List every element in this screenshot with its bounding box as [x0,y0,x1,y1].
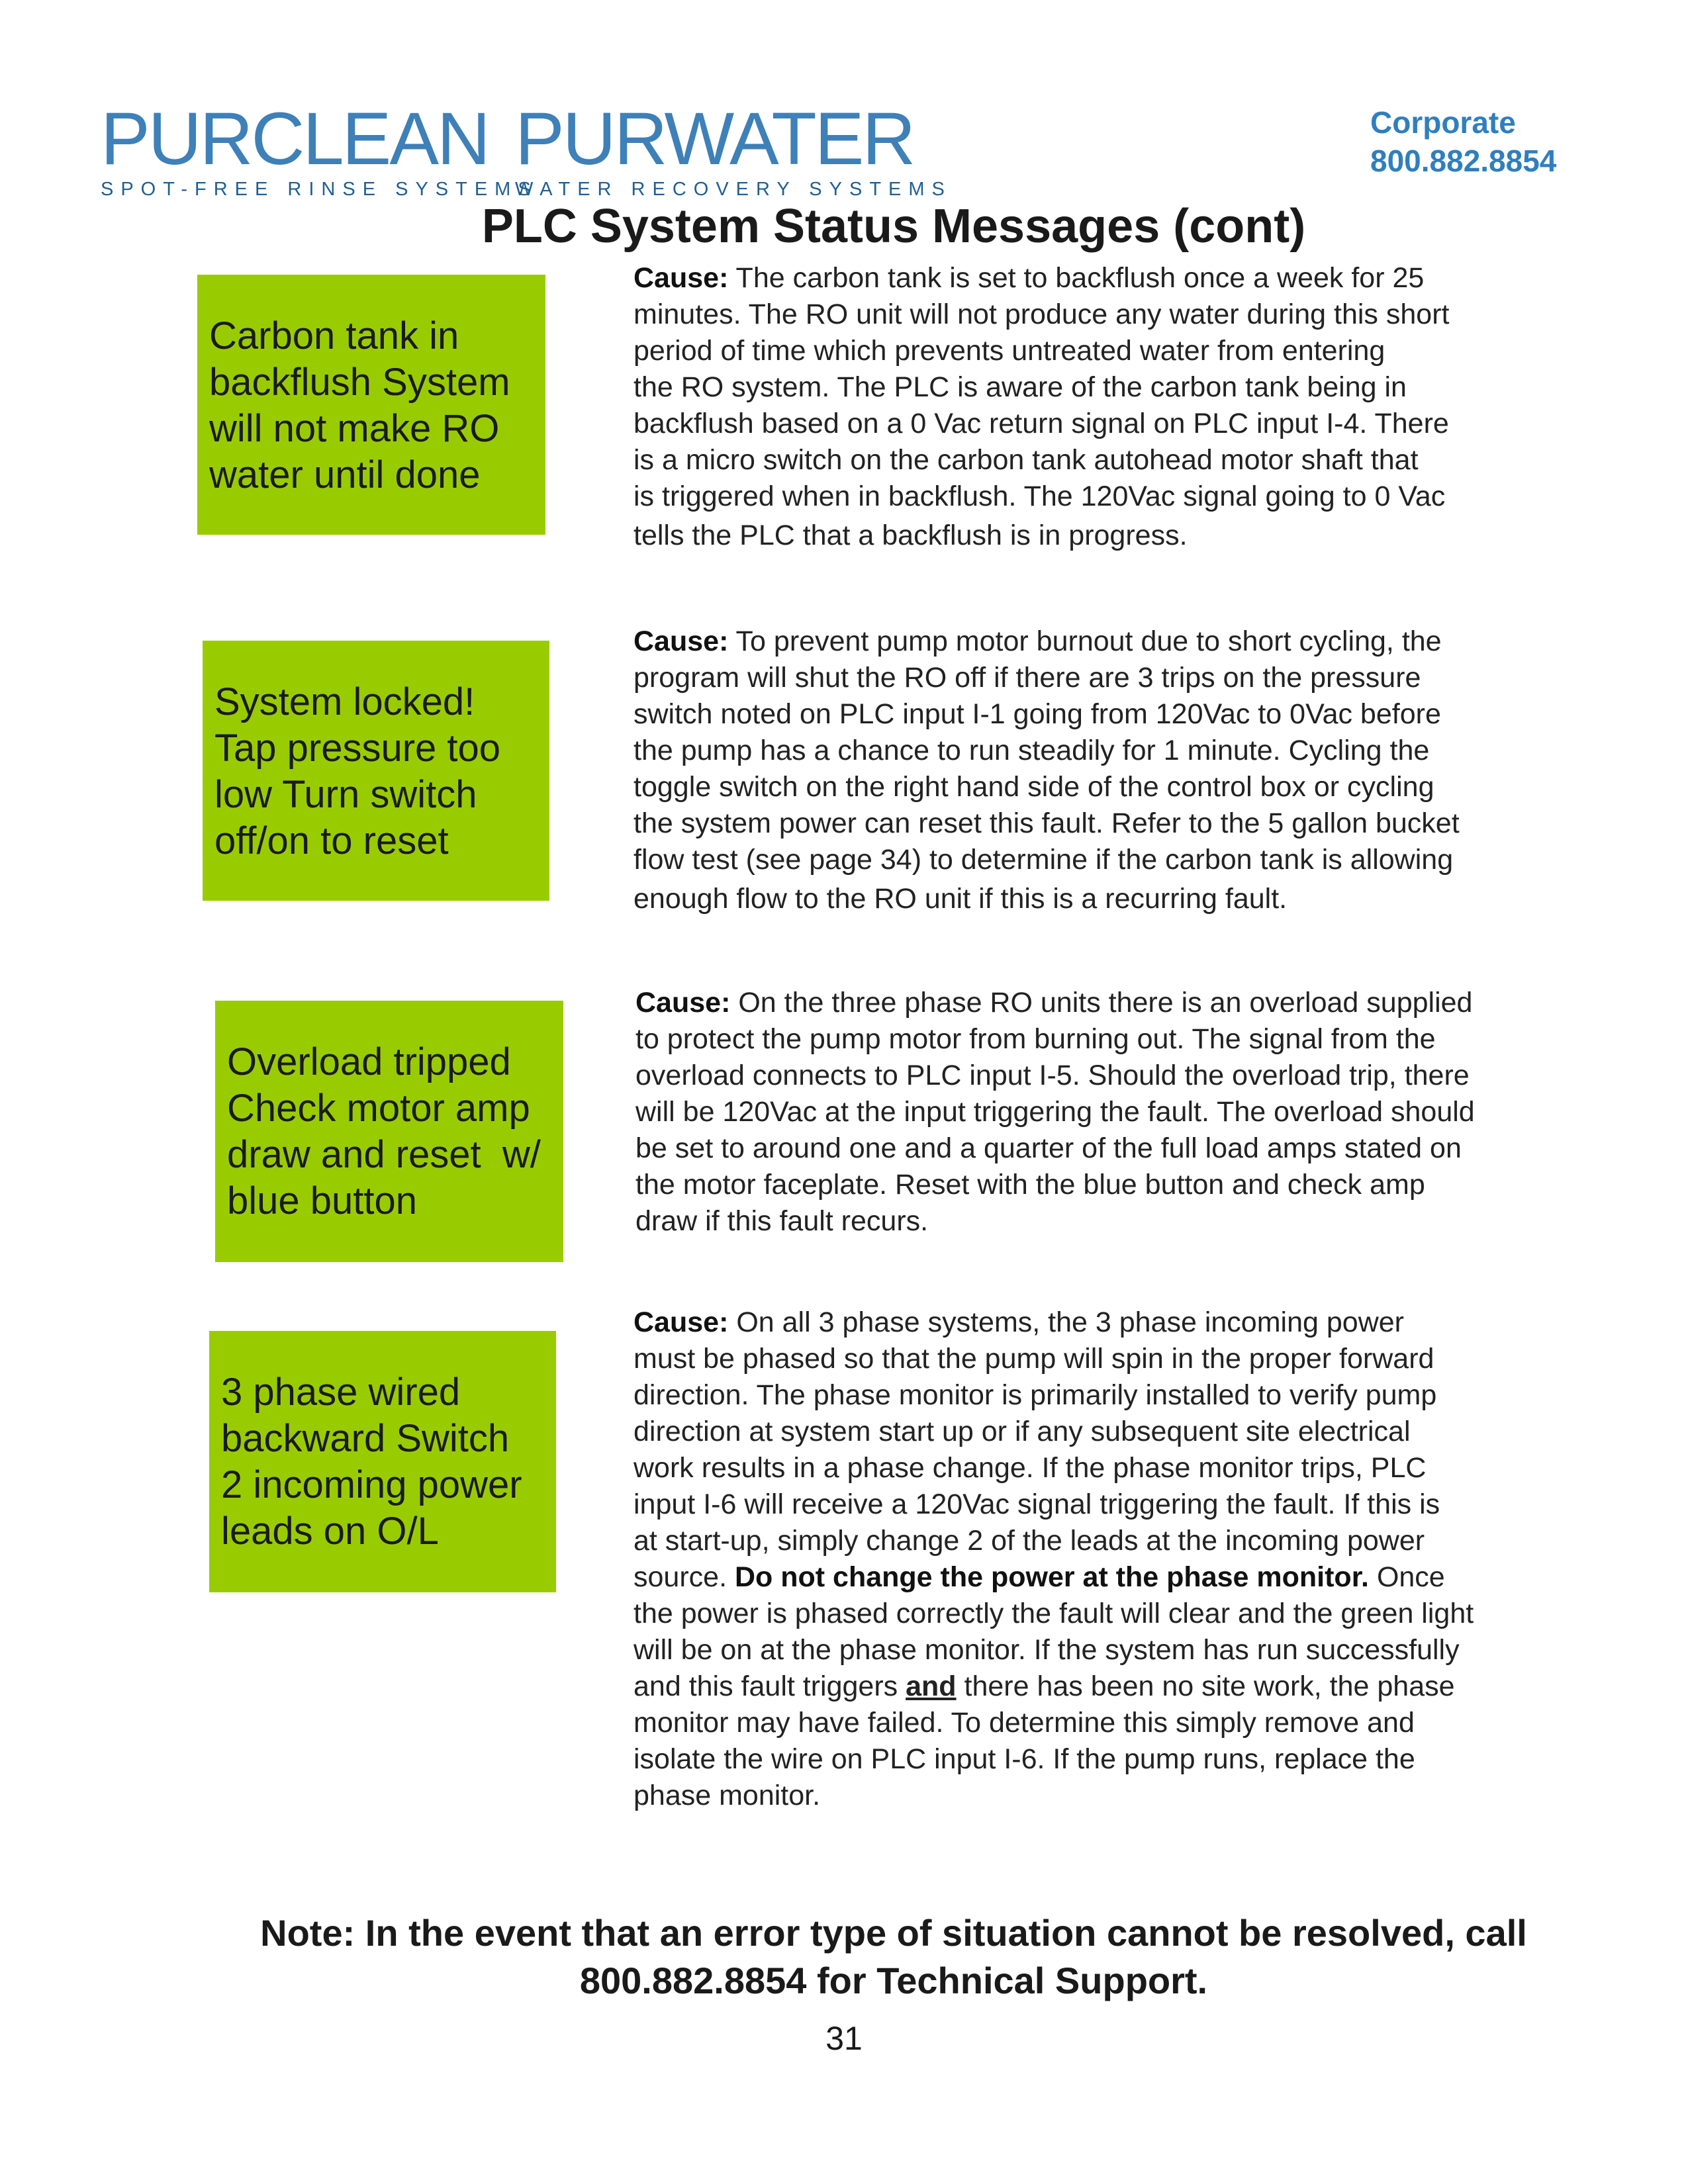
purwater-wordmark: PURWATER [515,97,914,180]
cause-line: enough flow to the RO unit if this is a recurring fault. [633,883,1288,915]
status-line: Carbon tank in [209,314,459,357]
cause-line: the motor faceplate. Reset with the blue button and check amp [635,1169,1425,1201]
cause-text: there has been no site work, the phase [956,1670,1455,1702]
cause-paragraph [633,623,1560,917]
cause-line: To prevent pump motor burnout due to short cycling, the [728,625,1442,657]
status-line: System locked! [214,680,475,723]
cause-line: the power is phased correctly the fault will clear and the green light [633,1598,1474,1629]
purclean-tagline: SPOT-FREE RINSE SYSTEMS [101,179,538,200]
cause-label: Cause: [635,987,731,1019]
status-line: backflush System [209,361,510,404]
cause-line: will be on at the phase monitor. If the system has run successfully [633,1634,1460,1666]
cause-line: will be 120Vac at the input triggering the fault. The overload should [635,1096,1475,1128]
cause-paragraph [633,1304,1560,1814]
cause-line: minutes. The RO unit will not produce any water during this short [633,298,1450,330]
status-line: water until done [209,453,481,496]
status-message-box [215,1001,563,1262]
purwater-logo [515,97,952,201]
page-number: 31 [825,2020,863,2057]
purclean-wordmark: PURCLEAN [101,97,489,180]
cause-line: the RO system. The PLC is aware of the carbon tank being in [633,371,1407,403]
status-line: draw and reset w/ [227,1133,541,1176]
cause-line: program will shut the RO off if there are 3 trips on the pressure [633,662,1421,694]
status-line: low Turn switch [214,773,477,816]
status-line: will not make RO [209,407,500,450]
cause-line: be set to around one and a quarter of the full load amps stated on [635,1132,1462,1164]
cause-line: work results in a phase change. If the phase monitor trips, PLC [633,1452,1427,1484]
cause-line: direction at system start up or if any subsequent site electrical [633,1416,1411,1447]
cause-paragraph [635,985,1562,1240]
status-line: 3 phase wired [221,1371,461,1414]
cause-line [633,1668,1560,1705]
cause-line [633,1559,1560,1596]
cause-label: Cause: [633,1306,729,1338]
cause-line: tells the PLC that a backflush is in progress. [633,520,1188,551]
cause-line: backflush based on a 0 Vac return signal on PLC input I-4. There [633,408,1449,439]
note-line: 800.882.8854 for Technical Support. [579,1960,1208,2001]
cause-line: toggle switch on the right hand side of the control box or cycling [633,771,1434,803]
corporate-label: Corporate [1370,105,1516,140]
corporate-phone: 800.882.8854 [1370,144,1557,178]
purwater-tagline: WATER RECOVERY SYSTEMS [515,179,952,200]
cause-line: switch noted on PLC input I-1 going from 120Vac to 0Vac before [633,698,1441,730]
cause-line: overload connects to PLC input I-5. Should the overload trip, there [635,1060,1470,1091]
cause-line: direction. The phase monitor is primarily installed to verify pump [633,1379,1437,1411]
cause-text: Once [1369,1561,1445,1593]
cause-line: isolate the wire on PLC input I-6. If the pump runs, replace the [633,1743,1415,1775]
status-line: leads on O/L [221,1510,439,1553]
status-message-box [203,641,549,901]
status-message-box [209,1331,556,1592]
cause-line: is a micro switch on the carbon tank autohead motor shaft that [633,444,1419,476]
page-title: PLC System Status Messages (cont) [481,200,1306,253]
status-line: 2 incoming power [221,1463,522,1506]
cause-line: On the three phase RO units there is an overload supplied [730,987,1473,1019]
cause-line: input I-6 will receive a 120Vac signal triggering the fault. If this is [633,1488,1440,1520]
corporate-contact [1370,103,1556,180]
cause-label: Cause: [633,262,729,294]
status-line: backward Switch [221,1417,510,1460]
cause-line: flow test (see page 34) to determine if the carbon tank is allowing [633,844,1454,876]
cause-line: phase monitor. [633,1780,821,1811]
cause-line: must be phased so that the pump will spin in the proper forward [633,1343,1434,1375]
warning-text: Do not change the power at the phase monitor. [734,1561,1369,1593]
cause-line: draw if this fault recurs. [635,1205,929,1237]
cause-line: at start-up, simply change 2 of the leads at the incoming power [633,1525,1425,1557]
status-line: blue button [227,1179,418,1222]
status-line: off/on to reset [214,819,449,862]
cause-text: and this fault triggers [633,1670,906,1702]
status-message-box [197,275,545,535]
cause-line: the system power can reset this fault. Refer to the 5 gallon bucket [633,807,1460,839]
note-line: Note: In the event that an error type of situation cannot be resolved, call [260,1912,1527,1954]
cause-line: period of time which prevents untreated water from entering [633,335,1385,367]
purclean-logo [101,97,538,201]
status-line: Tap pressure too [214,727,501,770]
emphasis-text: and [906,1670,957,1702]
cause-line: On all 3 phase systems, the 3 phase incoming power [728,1306,1404,1338]
cause-line: the pump has a chance to run steadily for 1 minute. Cycling the [633,735,1430,766]
cause-line: monitor may have failed. To determine this simply remove and [633,1707,1415,1739]
cause-line: to protect the pump motor from burning out. The signal from the [635,1023,1436,1055]
cause-line: The carbon tank is set to backflush once a week for 25 [728,262,1425,294]
cause-line: is triggered when in backflush. The 120Vac signal going to 0 Vac [633,480,1446,512]
cause-text: source. [633,1561,735,1593]
status-line: Overload tripped [227,1040,511,1083]
cause-paragraph [633,260,1560,554]
cause-label: Cause: [633,625,729,657]
status-line: Check motor amp [227,1087,530,1130]
support-note [0,1909,1688,2005]
